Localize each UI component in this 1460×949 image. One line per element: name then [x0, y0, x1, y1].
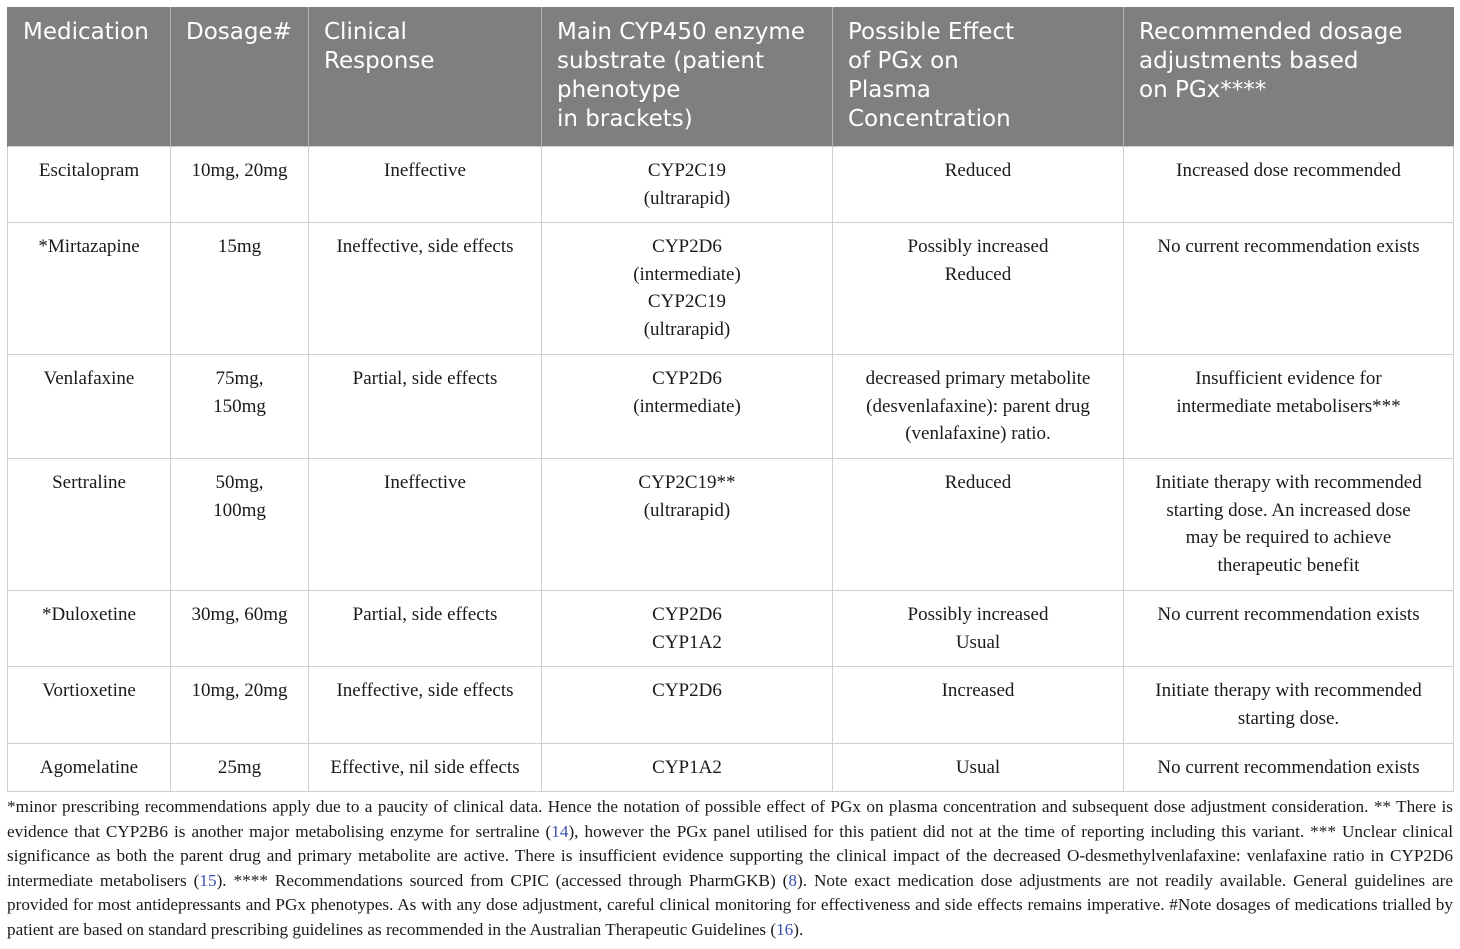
header-clinical-response: Clinical Response [309, 7, 542, 147]
cell-medication: *Duloxetine [8, 591, 171, 667]
citation-link[interactable]: 14 [551, 821, 569, 841]
cell-dosage: 30mg, 60mg [171, 591, 309, 667]
cell-recommendation: Increased dose recommended [1124, 147, 1454, 223]
table-row [8, 459, 1454, 591]
cell-medication: *Mirtazapine [8, 223, 171, 355]
cell-recommendation: Initiate therapy with recommended starting dose. [1124, 667, 1454, 743]
cell-response: Ineffective [309, 459, 542, 591]
cell-enzyme: CYP2D6 (intermediate) CYP2C19 (ultrarapid) [542, 223, 833, 355]
citation-link[interactable]: 8 [788, 870, 797, 890]
header-enzyme-substrate: Main CYP450 enzyme substrate (patient phenotype in brackets) [542, 7, 833, 147]
cell-dosage: 10mg, 20mg [171, 667, 309, 743]
cell-effect: Possibly increased Usual [833, 591, 1124, 667]
table-row [8, 355, 1454, 459]
cell-response: Partial, side effects [309, 355, 542, 459]
cell-recommendation: No current recommendation exists [1124, 591, 1454, 667]
citation-link[interactable]: 15 [199, 870, 217, 890]
cell-effect: Possibly increased Reduced [833, 223, 1124, 355]
table-row [8, 667, 1454, 743]
cell-response: Effective, nil side effects [309, 743, 542, 792]
cell-medication: Escitalopram [8, 147, 171, 223]
medication-table [7, 7, 1454, 792]
cell-dosage: 10mg, 20mg [171, 147, 309, 223]
cell-medication: Sertraline [8, 459, 171, 591]
cell-enzyme: CYP2C19** (ultrarapid) [542, 459, 833, 591]
cell-recommendation: Initiate therapy with recommended starting dose. An increased dose may be required to achieve therapeutic benefit [1124, 459, 1454, 591]
table-row [8, 223, 1454, 355]
table-header-row [8, 7, 1454, 147]
cell-dosage: 15mg [171, 223, 309, 355]
table-row [8, 147, 1454, 223]
cell-dosage: 50mg, 100mg [171, 459, 309, 591]
cell-medication: Venlafaxine [8, 355, 171, 459]
table-row [8, 591, 1454, 667]
header-dosage-recommendation: Recommended dosage adjustments based on PGx**** [1124, 7, 1454, 147]
cell-recommendation: Insufficient evidence for intermediate metabolisers*** [1124, 355, 1454, 459]
cell-dosage: 75mg, 150mg [171, 355, 309, 459]
cell-recommendation: No current recommendation exists [1124, 743, 1454, 792]
footnote-text: ). Note exact medication dose adjustments are not readily available. General guidelines are provided for most antidepressants and PGx phenotypes. As with any dose adjustment, careful clinical monitoring for effectiveness and side effects remains imperative. #Note dosages of medications trialled by patient are based on standard prescribing guidelines as recommended in the Australian Therapeutic Guidelines ( [7, 870, 1453, 939]
header-dosage: Dosage# [171, 7, 309, 147]
cell-enzyme: CYP2D6 CYP1A2 [542, 591, 833, 667]
cell-effect: Reduced [833, 459, 1124, 591]
cell-enzyme: CYP2C19 (ultrarapid) [542, 147, 833, 223]
cell-medication: Agomelatine [8, 743, 171, 792]
footnote-text: *minor prescribing recommendations apply due to a paucity of clinical data. Hence the notation of possible effect of PGx on plasma concentration and subsequent dose adjustment consideration. ** There is evidence that CYP2B6 is another major metabolising enzyme for sertraline ( [7, 797, 1453, 841]
cell-response: Ineffective [309, 147, 542, 223]
cell-enzyme: CYP2D6 (intermediate) [542, 355, 833, 459]
cell-response: Partial, side effects [309, 591, 542, 667]
cell-enzyme: CYP2D6 [542, 667, 833, 743]
cell-medication: Vortioxetine [8, 667, 171, 743]
cell-effect: Increased [833, 667, 1124, 743]
table-footnote [7, 795, 1453, 943]
footnote-text: ). **** Recommendations sourced from CPIC (accessed through PharmGKB) ( [216, 870, 789, 890]
header-pgx-effect: Possible Effect of PGx on Plasma Concentration [833, 7, 1124, 147]
cell-enzyme: CYP1A2 [542, 743, 833, 792]
cell-dosage: 25mg [171, 743, 309, 792]
cell-response: Ineffective, side effects [309, 223, 542, 355]
table-row [8, 743, 1454, 792]
citation-link[interactable]: 16 [776, 919, 794, 939]
header-medication: Medication [8, 7, 171, 147]
cell-effect: decreased primary metabolite (desvenlafaxine): parent drug (venlafaxine) ratio. [833, 355, 1124, 459]
footnote-text: ), however the PGx panel utilised for this patient did not at the time of reporting including this variant. *** Unclear clinical significance as both the parent drug and primary metabolite are active. There is insufficient evidence supporting the clinical impact of the decreased O-desmethylvenlafaxine: venlafaxine ratio in CYP2D6 intermediate metabolisers ( [7, 821, 1453, 890]
cell-effect: Reduced [833, 147, 1124, 223]
cell-effect: Usual [833, 743, 1124, 792]
cell-response: Ineffective, side effects [309, 667, 542, 743]
footnote-text: ). [793, 919, 804, 939]
medication-table-container [7, 7, 1453, 792]
cell-recommendation: No current recommendation exists [1124, 223, 1454, 355]
